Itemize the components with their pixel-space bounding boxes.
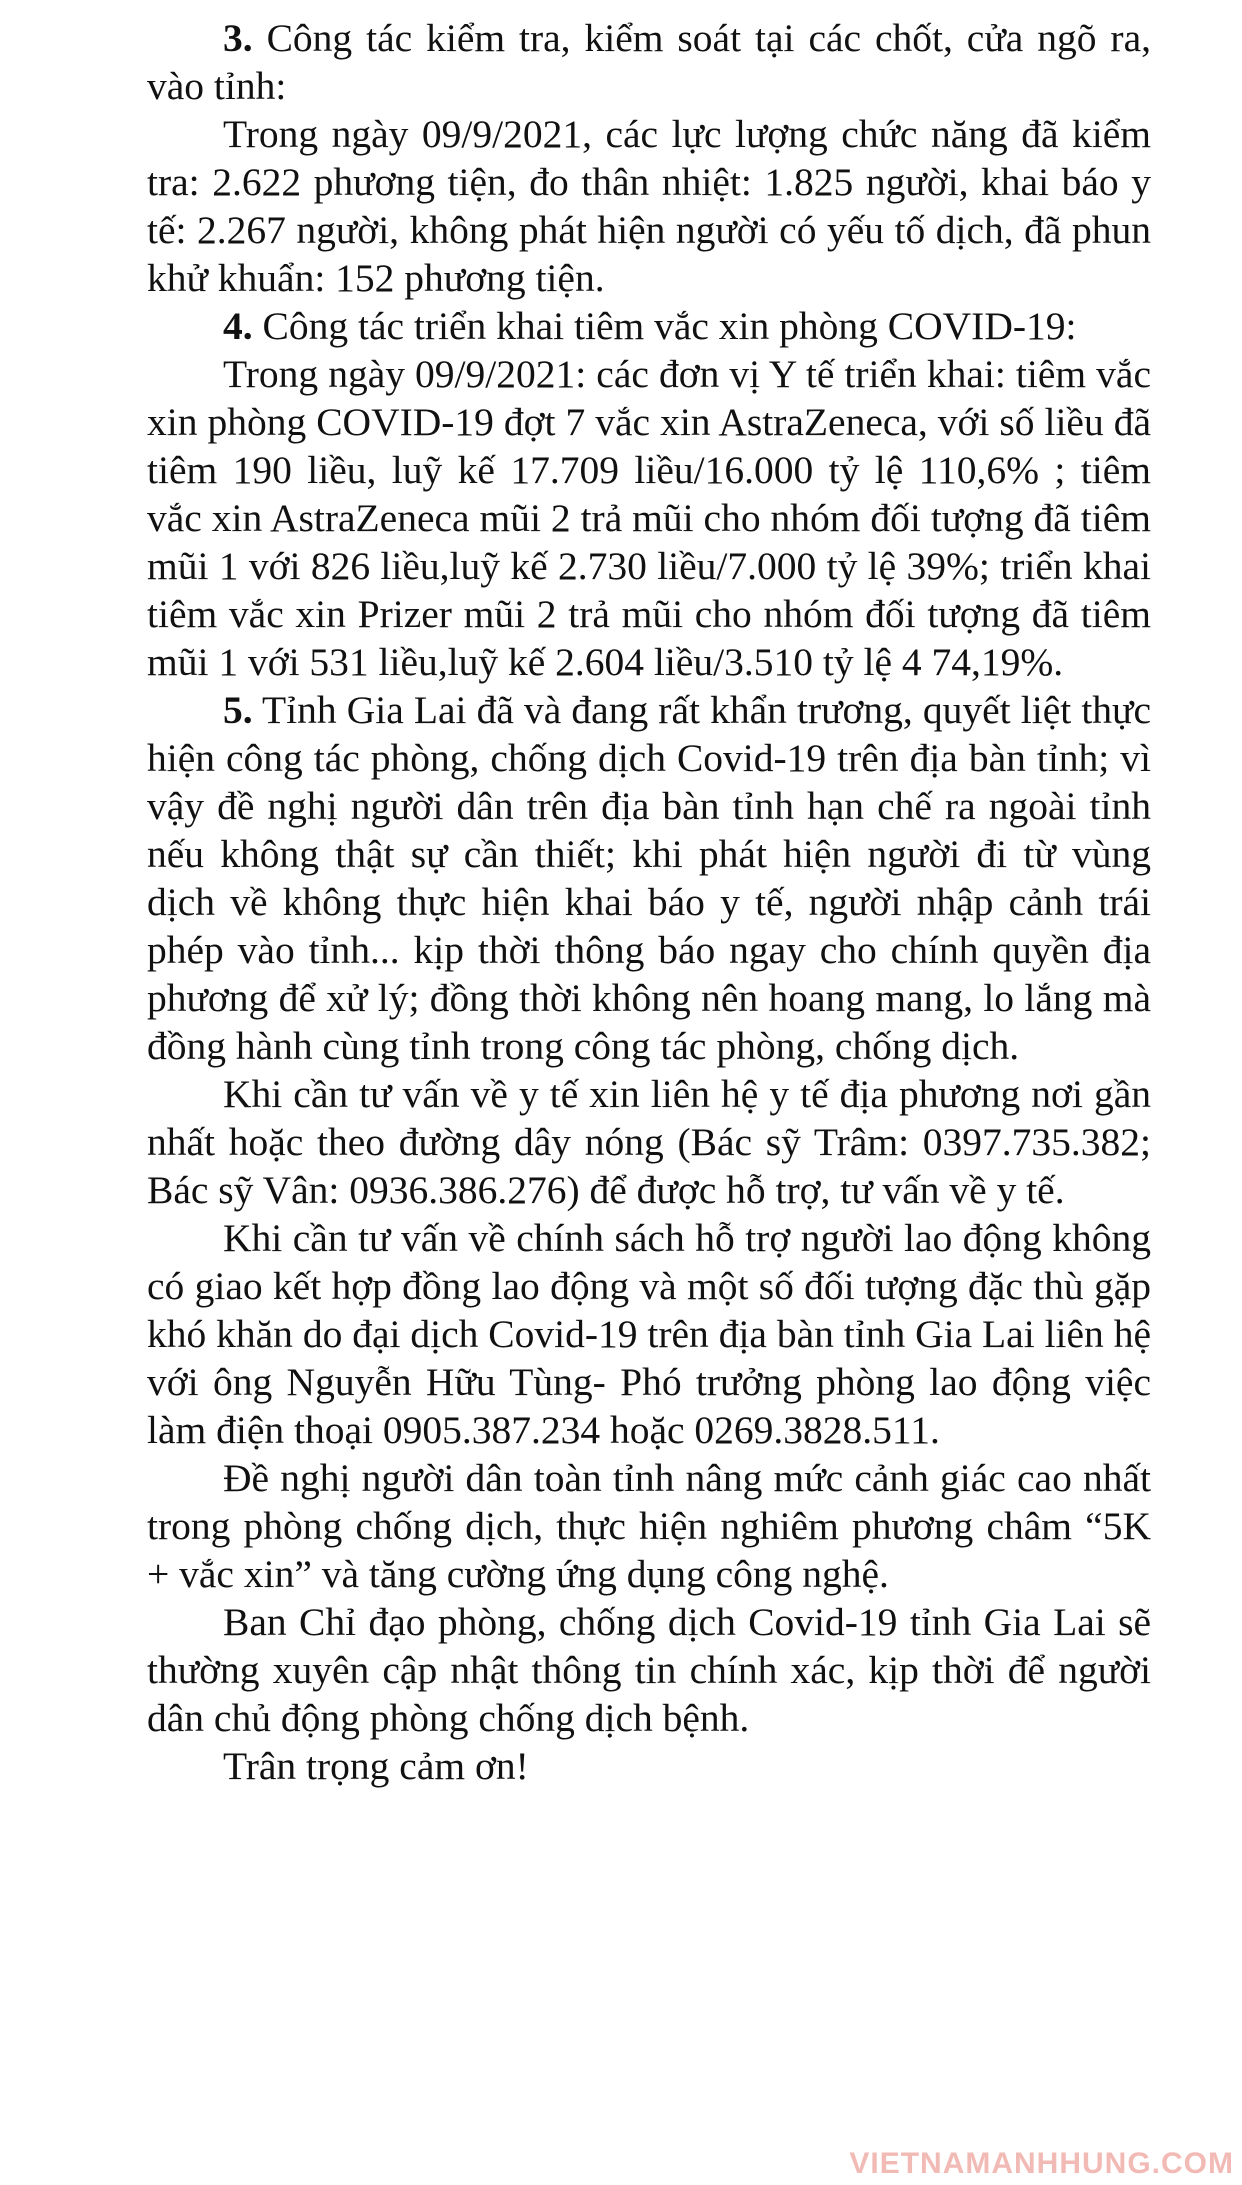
section-5-text: Tỉnh Gia Lai đã và đang rất khẩn trương, quyết liệt thực hiện công tác phòng, chống dịch Covid-19 trên địa bàn tỉnh; vì vậy đề nghị người dân trên địa bàn tỉnh hạn chế ra ngoài tỉnh nếu không thật sự cần thiết; khi phát hiện người đi từ vùng dịch về không thực hiện khai báo y tế, người nhập cảnh trái phép vào tỉnh... kịp thời thông báo ngay cho chính quyền địa phương để xử lý; đồng thời không nên hoang mang, lo lắng mà đồng hành cùng tỉnh trong công tác phòng, chống dịch. xyxy=(147,688,1151,1068)
section-3-heading-text: Công tác kiểm tra, kiểm soát tại các chốt, cửa ngõ ra, vào tỉnh: xyxy=(147,16,1151,108)
steering-committee-paragraph: Ban Chỉ đạo phòng, chống dịch Covid-19 tỉnh Gia Lai sẽ thường xuyên cập nhật thông tin chính xác, kịp thời để người dân chủ động phòng chống dịch bệnh. xyxy=(147,1600,1151,1740)
section-3-body: Trong ngày 09/9/2021, các lực lượng chức năng đã kiểm tra: 2.622 phương tiện, đo thân nhiệt: 1.825 người, khai báo y tế: 2.267 người, không phát hiện người có yếu tố dịch, đã phun khử khuẩn: 152 phương tiện. xyxy=(147,112,1151,300)
section-4-body: Trong ngày 09/9/2021: các đơn vị Y tế triển khai: tiêm vắc xin phòng COVID-19 đợt 7 vắc xin AstraZeneca, với số liều đã tiêm 190 liều, luỹ kế 17.709 liều/16.000 tỷ lệ 110,6% ; tiêm vắc xin AstraZeneca mũi 2 trả mũi cho nhóm đối tượng đã tiêm mũi 1 với 826 liều,luỹ kế 2.730 liều/7.000 tỷ lệ 39%; triển khai tiêm vắc xin Prizer mũi 2 trả mũi cho nhóm đối tượng đã tiêm mũi 1 với 531 liều,luỹ kế 2.604 liều/3.510 tỷ lệ 4 74,19%. xyxy=(147,352,1151,684)
watermark-logo: VIETNAMANHHUNG.COM xyxy=(849,2147,1234,2180)
section-5-paragraph xyxy=(147,686,1151,1070)
section-3-number: 3. xyxy=(223,16,253,60)
document-page xyxy=(147,0,1151,1790)
section-4-number: 4. xyxy=(223,304,253,348)
health-hotline-paragraph: Khi cần tư vấn về y tế xin liên hệ y tế địa phương nơi gần nhất hoặc theo đường dây nóng (Bác sỹ Trâm: 0397.735.382; Bác sỹ Vân: 0936.386.276) để được hỗ trợ, tư vấn về y tế. xyxy=(147,1072,1151,1212)
vigilance-paragraph: Đề nghị người dân toàn tỉnh nâng mức cảnh giác cao nhất trong phòng chống dịch, thực hiện nghiêm phương châm “5K + vắc xin” và tăng cường ứng dụng công nghệ. xyxy=(147,1456,1151,1596)
thanks-paragraph: Trân trọng cảm ơn! xyxy=(223,1744,529,1788)
labor-support-paragraph: Khi cần tư vấn về chính sách hỗ trợ người lao động không có giao kết hợp đồng lao động và một số đối tượng đặc thù gặp khó khăn do đại dịch Covid-19 trên địa bàn tỉnh Gia Lai liên hệ với ông Nguyễn Hữu Tùng- Phó trưởng phòng lao động việc làm điện thoại 0905.387.234 hoặc 0269.3828.511. xyxy=(147,1216,1151,1452)
section-4-heading xyxy=(147,302,1151,350)
section-5-number: 5. xyxy=(223,688,253,732)
section-4-heading-text: Công tác triển khai tiêm vắc xin phòng COVID-19: xyxy=(252,304,1077,348)
section-3-heading xyxy=(147,14,1151,110)
